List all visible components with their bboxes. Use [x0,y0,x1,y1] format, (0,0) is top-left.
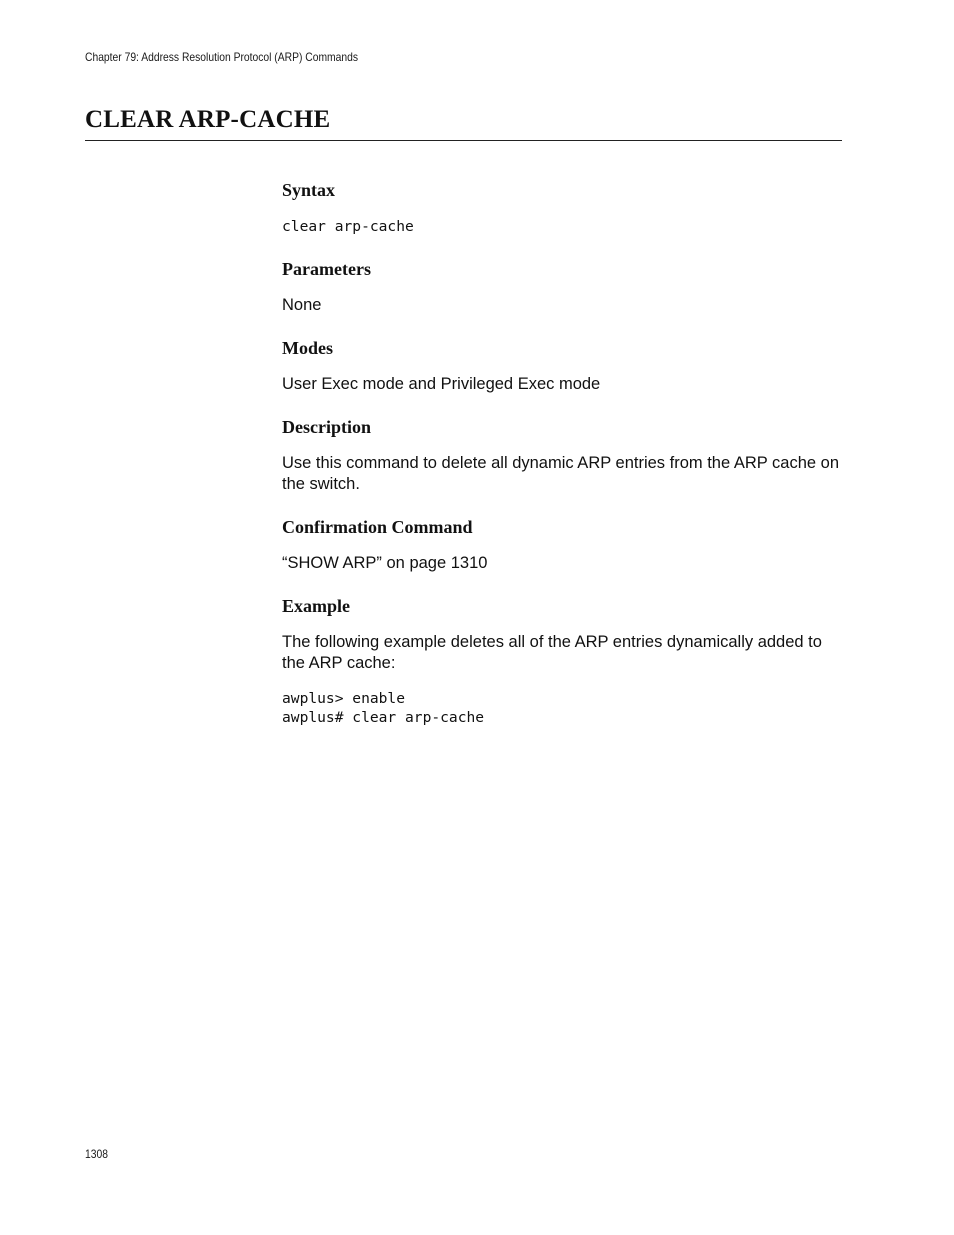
confirmation-section [282,515,844,574]
description-section [282,415,844,495]
parameters-text: None [282,295,322,314]
example-heading: Example [282,595,351,616]
page-title: CLEAR ARP-CACHE [85,106,331,133]
example-code-line: awplus> enable [282,689,406,707]
modes-text: User Exec mode and Privileged Exec mode [282,374,601,393]
parameters-heading: Parameters [282,258,371,279]
title-rule [85,140,842,141]
modes-section [282,336,844,395]
example-section [282,594,844,728]
confirmation-link-text: “SHOW ARP” on page 1310 [282,553,488,572]
description-text: Use this command to delete all dynamic ARP entries from the ARP cache on the switch. [282,453,840,493]
running-header: Chapter 79: Address Resolution Protocol (ARP) Commands [85,50,359,64]
syntax-code: clear arp-cache [282,218,414,235]
modes-heading: Modes [282,337,333,358]
description-heading: Description [282,416,371,437]
parameters-section [282,257,844,316]
example-code-line: awplus# clear arp-cache [282,709,485,726]
page-number: 1308 [85,1147,108,1161]
syntax-section [282,178,844,237]
content-body [282,178,844,728]
syntax-heading: Syntax [282,180,336,200]
confirmation-heading: Confirmation Command [282,516,473,537]
example-text: The following example deletes all of the ARP entries dynamically added to the ARP cache: [282,632,822,672]
